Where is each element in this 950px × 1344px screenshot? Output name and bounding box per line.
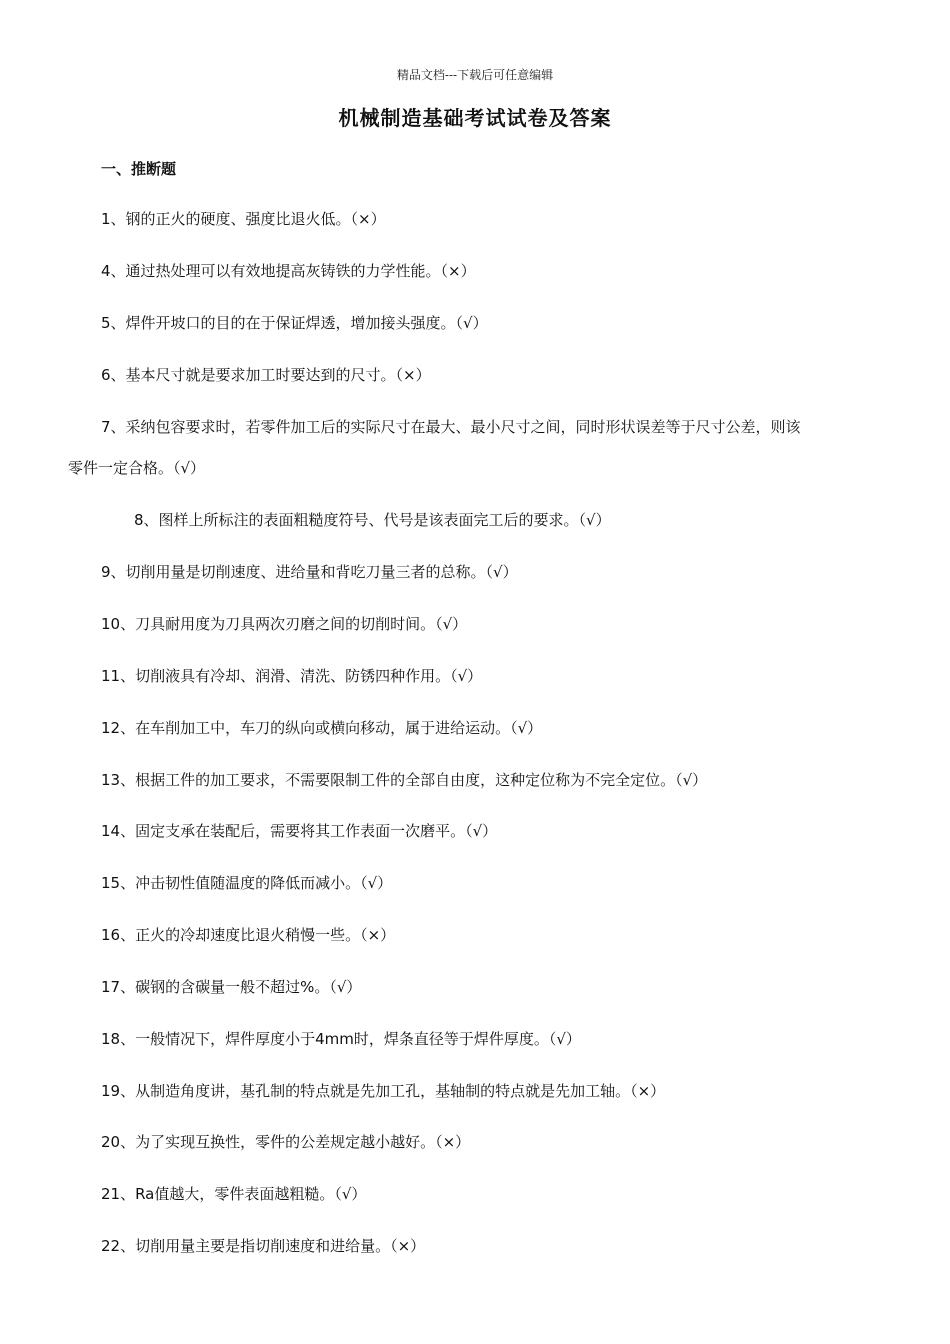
page-watermark: 精品文档---下载后可任意编辑 <box>396 68 554 82</box>
question-item: 20、为了实现互换性，零件的公差规定越小越好。（×） <box>101 1133 471 1151</box>
question-item-continuation: 零件一定合格。（√） <box>68 459 206 477</box>
question-item: 10、刀具耐用度为刀具两次刃磨之间的切削时间。（√） <box>101 615 468 633</box>
question-item: 17、碳钢的含碳量一般不超过%。（√） <box>101 978 362 996</box>
question-item: 9、切削用量是切削速度、进给量和背吃刀量三者的总称。（√） <box>101 563 518 581</box>
question-item: 19、从制造角度讲，基孔制的特点就是先加工孔，基轴制的特点就是先加工轴。（×） <box>101 1082 666 1100</box>
section-heading: 一、推断题 <box>101 160 177 178</box>
question-item: 4、通过热处理可以有效地提高灰铸铁的力学性能。（×） <box>101 262 476 280</box>
question-item: 1、钢的正火的硬度、强度比退火低。（×） <box>101 210 386 228</box>
question-item: 16、正火的冷却速度比退火稍慢一些。（×） <box>101 926 396 944</box>
question-item: 14、固定支承在装配后，需要将其工作表面一次磨平。（√） <box>101 822 498 840</box>
question-item: 6、基本尺寸就是要求加工时要达到的尺寸。（×） <box>101 366 431 384</box>
question-item: 5、焊件开坡口的目的在于保证焊透，增加接头强度。（√） <box>101 314 488 332</box>
question-item: 13、根据工件的加工要求，不需要限制工件的全部自由度，这种定位称为不完全定位。（√） <box>101 771 708 789</box>
question-item: 11、切削液具有冷却、润滑、清洗、防锈四种作用。（√） <box>101 667 483 685</box>
question-item: 22、切削用量主要是指切削速度和进给量。（×） <box>101 1237 426 1255</box>
question-item: 15、冲击韧性值随温度的降低而减小。（√） <box>101 874 393 892</box>
document-title: 机械制造基础考试试卷及答案 <box>338 106 612 130</box>
question-item: 18、一般情况下，焊件厚度小于4mm时，焊条直径等于焊件厚度。（√） <box>101 1030 581 1048</box>
question-item: 12、在车削加工中，车刀的纵向或横向移动，属于进给运动。（√） <box>101 719 543 737</box>
question-item: 7、采纳包容要求时，若零件加工后的实际尺寸在最大、最小尺寸之间，同时形状误差等于尺寸公差，则该 <box>101 418 801 436</box>
question-item: 21、Ra值越大，零件表面越粗糙。（√） <box>101 1185 367 1203</box>
question-item: 8、图样上所标注的表面粗糙度符号、代号是该表面完工后的要求。（√） <box>134 511 611 529</box>
